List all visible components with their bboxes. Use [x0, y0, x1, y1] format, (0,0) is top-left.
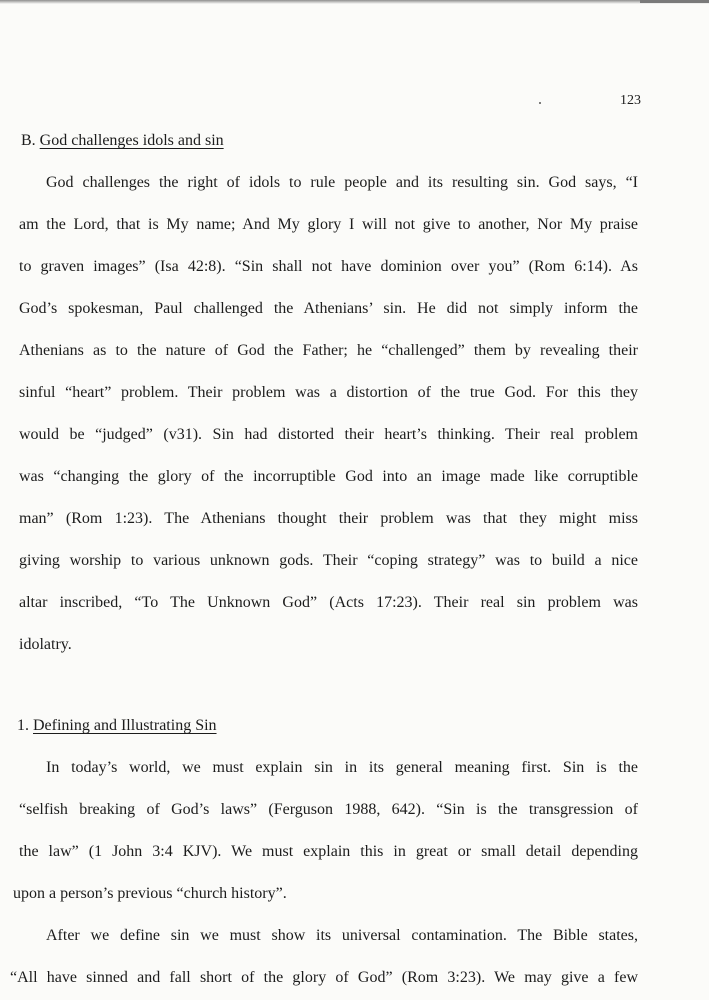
- paragraph-universal-contamination: [10, 915, 638, 999]
- section-title-1: Defining and Illustrating Sin: [33, 717, 217, 734]
- paragraph-idols: [19, 162, 638, 666]
- text-line: upon a person’s previous “church history”.: [13, 885, 287, 902]
- text-line: would be “judged” (v31). Sin had distorted their heart’s thinking. Their real problem: [19, 426, 638, 443]
- section-label-b: B.: [21, 132, 36, 149]
- text-line: man” (Rom 1:23). The Athenians thought their problem was that they might miss: [19, 510, 638, 527]
- text-line: After we define sin we must show its universal contamination. The Bible states,: [46, 927, 638, 944]
- text-line: In today’s world, we must explain sin in its general meaning first. Sin is the: [46, 759, 638, 776]
- text-line: idolatry.: [19, 636, 72, 653]
- section-label-1: 1.: [17, 717, 29, 734]
- section-heading-1: [17, 717, 217, 735]
- text-line: to graven images” (Isa 42:8). “Sin shall not have dominion over you” (Rom 6:14). As: [19, 258, 638, 275]
- text-line: giving worship to various unknown gods. Their “coping strategy” was to build a nice: [19, 552, 638, 569]
- scan-top-edge: [0, 0, 709, 4]
- page-number: 123: [620, 93, 641, 108]
- section-heading-b: [21, 132, 224, 150]
- text-line: God challenges the right of idols to rule people and its resulting sin. God says, “I: [46, 174, 638, 191]
- text-line: God’s spokesman, Paul challenged the Athenians’ sin. He did not simply inform the: [19, 300, 638, 317]
- paragraph-defining-sin: [13, 747, 638, 915]
- text-line: the law” (1 John 3:4 KJV). We must explain this in great or small detail depending: [19, 843, 638, 860]
- text-line: sinful “heart” problem. Their problem was a distortion of the true God. For this they: [19, 384, 638, 401]
- section-title-b: God challenges idols and sin: [39, 132, 224, 149]
- text-line: altar inscribed, “To The Unknown God” (Acts 17:23). Their real sin problem was: [19, 594, 638, 611]
- scan-speck: [539, 102, 541, 104]
- text-line: was “changing the glory of the incorruptible God into an image made like corruptible: [19, 468, 638, 485]
- text-line: Athenians as to the nature of God the Father; he “challenged” them by revealing their: [19, 342, 638, 359]
- text-line: “All have sinned and fall short of the glory of God” (Rom 3:23). We may give a few: [10, 969, 638, 986]
- text-line: “selfish breaking of God’s laws” (Ferguson 1988, 642). “Sin is the transgression of: [19, 801, 638, 818]
- text-line: am the Lord, that is My name; And My glory I will not give to another, Nor My praise: [19, 216, 638, 233]
